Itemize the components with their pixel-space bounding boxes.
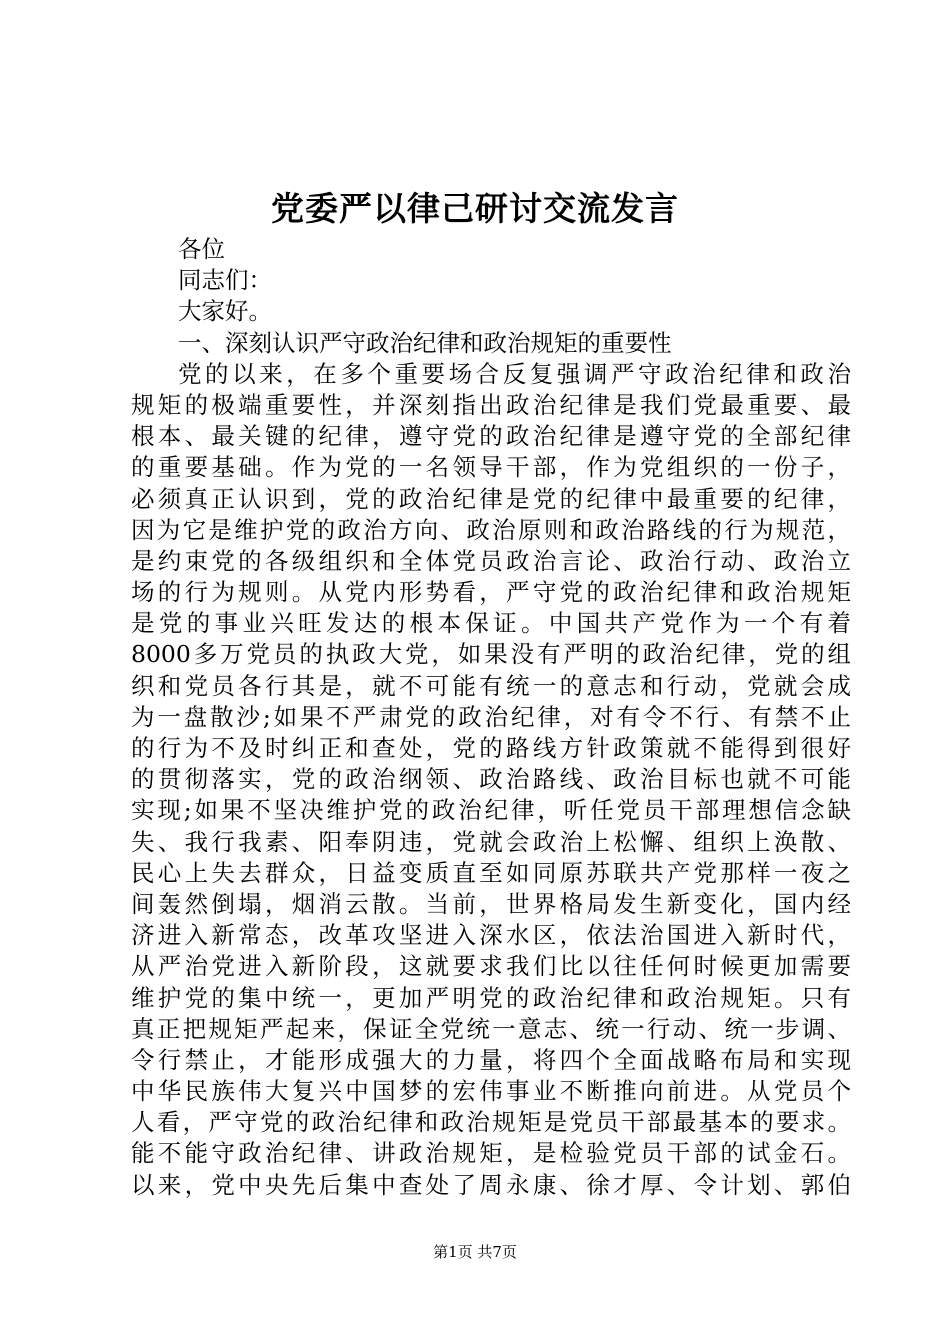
paragraph-line: 间轰然倒塌，烟消云散。当前，世界格局发生新变化，国内经 [131,889,851,918]
section-heading: 一、深刻认识严守政治纪律和政治规矩的重要性 [178,328,672,357]
paragraph-line: 民心上失去群众，日益变质直至如同原苏联共产党那样一夜之 [131,858,851,887]
paragraph-line: 令行禁止，才能形成强大的力量，将四个全面战略布局和实现 [131,1045,851,1074]
paragraph-line: 织和党员各行其是，就不可能有统一的意志和行动，党就会成 [131,671,851,700]
paragraph-line: 中华民族伟大复兴中国梦的宏伟事业不断推向前进。从党员个 [131,1077,851,1106]
salutation-line: 各位 [178,235,225,263]
document-body [131,234,851,1201]
paragraph-line: 实现;如果不坚决维护党的政治纪律，听任党员干部理想信念缺 [131,796,851,825]
paragraph-line: 根本、最关键的纪律，遵守党的政治纪律是遵守党的全部纪律 [131,422,851,451]
document-title: 党委严以律己研讨交流发言 [271,189,679,228]
paragraph-line: 是约束党的各级组织和全体党员政治言论、政治行动、政治立 [131,546,851,575]
paragraph-line: 的行为不及时纠正和查处，党的路线方针政策就不能得到很好 [131,734,851,762]
paragraph-line: 因为它是维护党的政治方向、政治原则和政治路线的行为规范， [131,515,851,544]
paragraph-line: 真正把规矩严起来，保证全党统一意志、统一行动、统一步调、 [131,1014,851,1043]
paragraph-line: 是党的事业兴旺发达的根本保证。中国共产党作为一个有着 [131,609,851,638]
paragraph-line: 为一盘散沙;如果不严肃党的政治纪律，对有令不行、有禁不止 [131,702,851,731]
paragraph-line: 场的行为规则。从党内形势看，严守党的政治纪律和政治规矩 [131,578,851,607]
paragraph-line: 从严治党进入新阶段，这就要求我们比以往任何时候更加需要 [131,952,851,981]
paragraph-line: 人看，严守党的政治纪律和政治规矩是党员干部最基本的要求。 [131,1108,851,1137]
paragraph-line: 能不能守政治纪律、讲政治规矩，是检验党员干部的试金石。 [131,1139,851,1168]
paragraph-line: 8000多万党员的执政大党，如果没有严明的政治纪律，党的组 [131,640,851,669]
paragraph-line: 的重要基础。作为党的一名领导干部，作为党组织的一份子， [131,453,851,482]
paragraph-line: 必须真正认识到，党的政治纪律是党的纪律中最重要的纪律， [131,484,851,513]
salutation-line: 大家好。 [178,297,272,326]
paragraph-line: 济进入新常态，改革攻坚进入深水区，依法治国进入新时代， [131,921,851,950]
paragraph-line: 以来，党中央先后集中查处了周永康、徐才厚、令计划、郭伯 [131,1170,851,1199]
paragraph-line: 的贯彻落实，党的政治纲领、政治路线、政治目标也就不可能 [131,765,851,794]
paragraph-line: 党的以来，在多个重要场合反复强调严守政治纪律和政治 [178,359,851,388]
paragraph-line: 维护党的集中统一，更加严明党的政治纪律和政治规矩。只有 [131,983,851,1012]
salutation-line: 同志们： [178,266,272,295]
paragraph-line: 规矩的极端重要性，并深刻指出政治纪律是我们党最重要、最 [131,390,851,419]
page-number-footer: 第1页 共7页 [433,1243,517,1261]
paragraph-line: 失、我行我素、阳奉阴违，党就会政治上松懈、组织上涣散、 [131,827,851,856]
